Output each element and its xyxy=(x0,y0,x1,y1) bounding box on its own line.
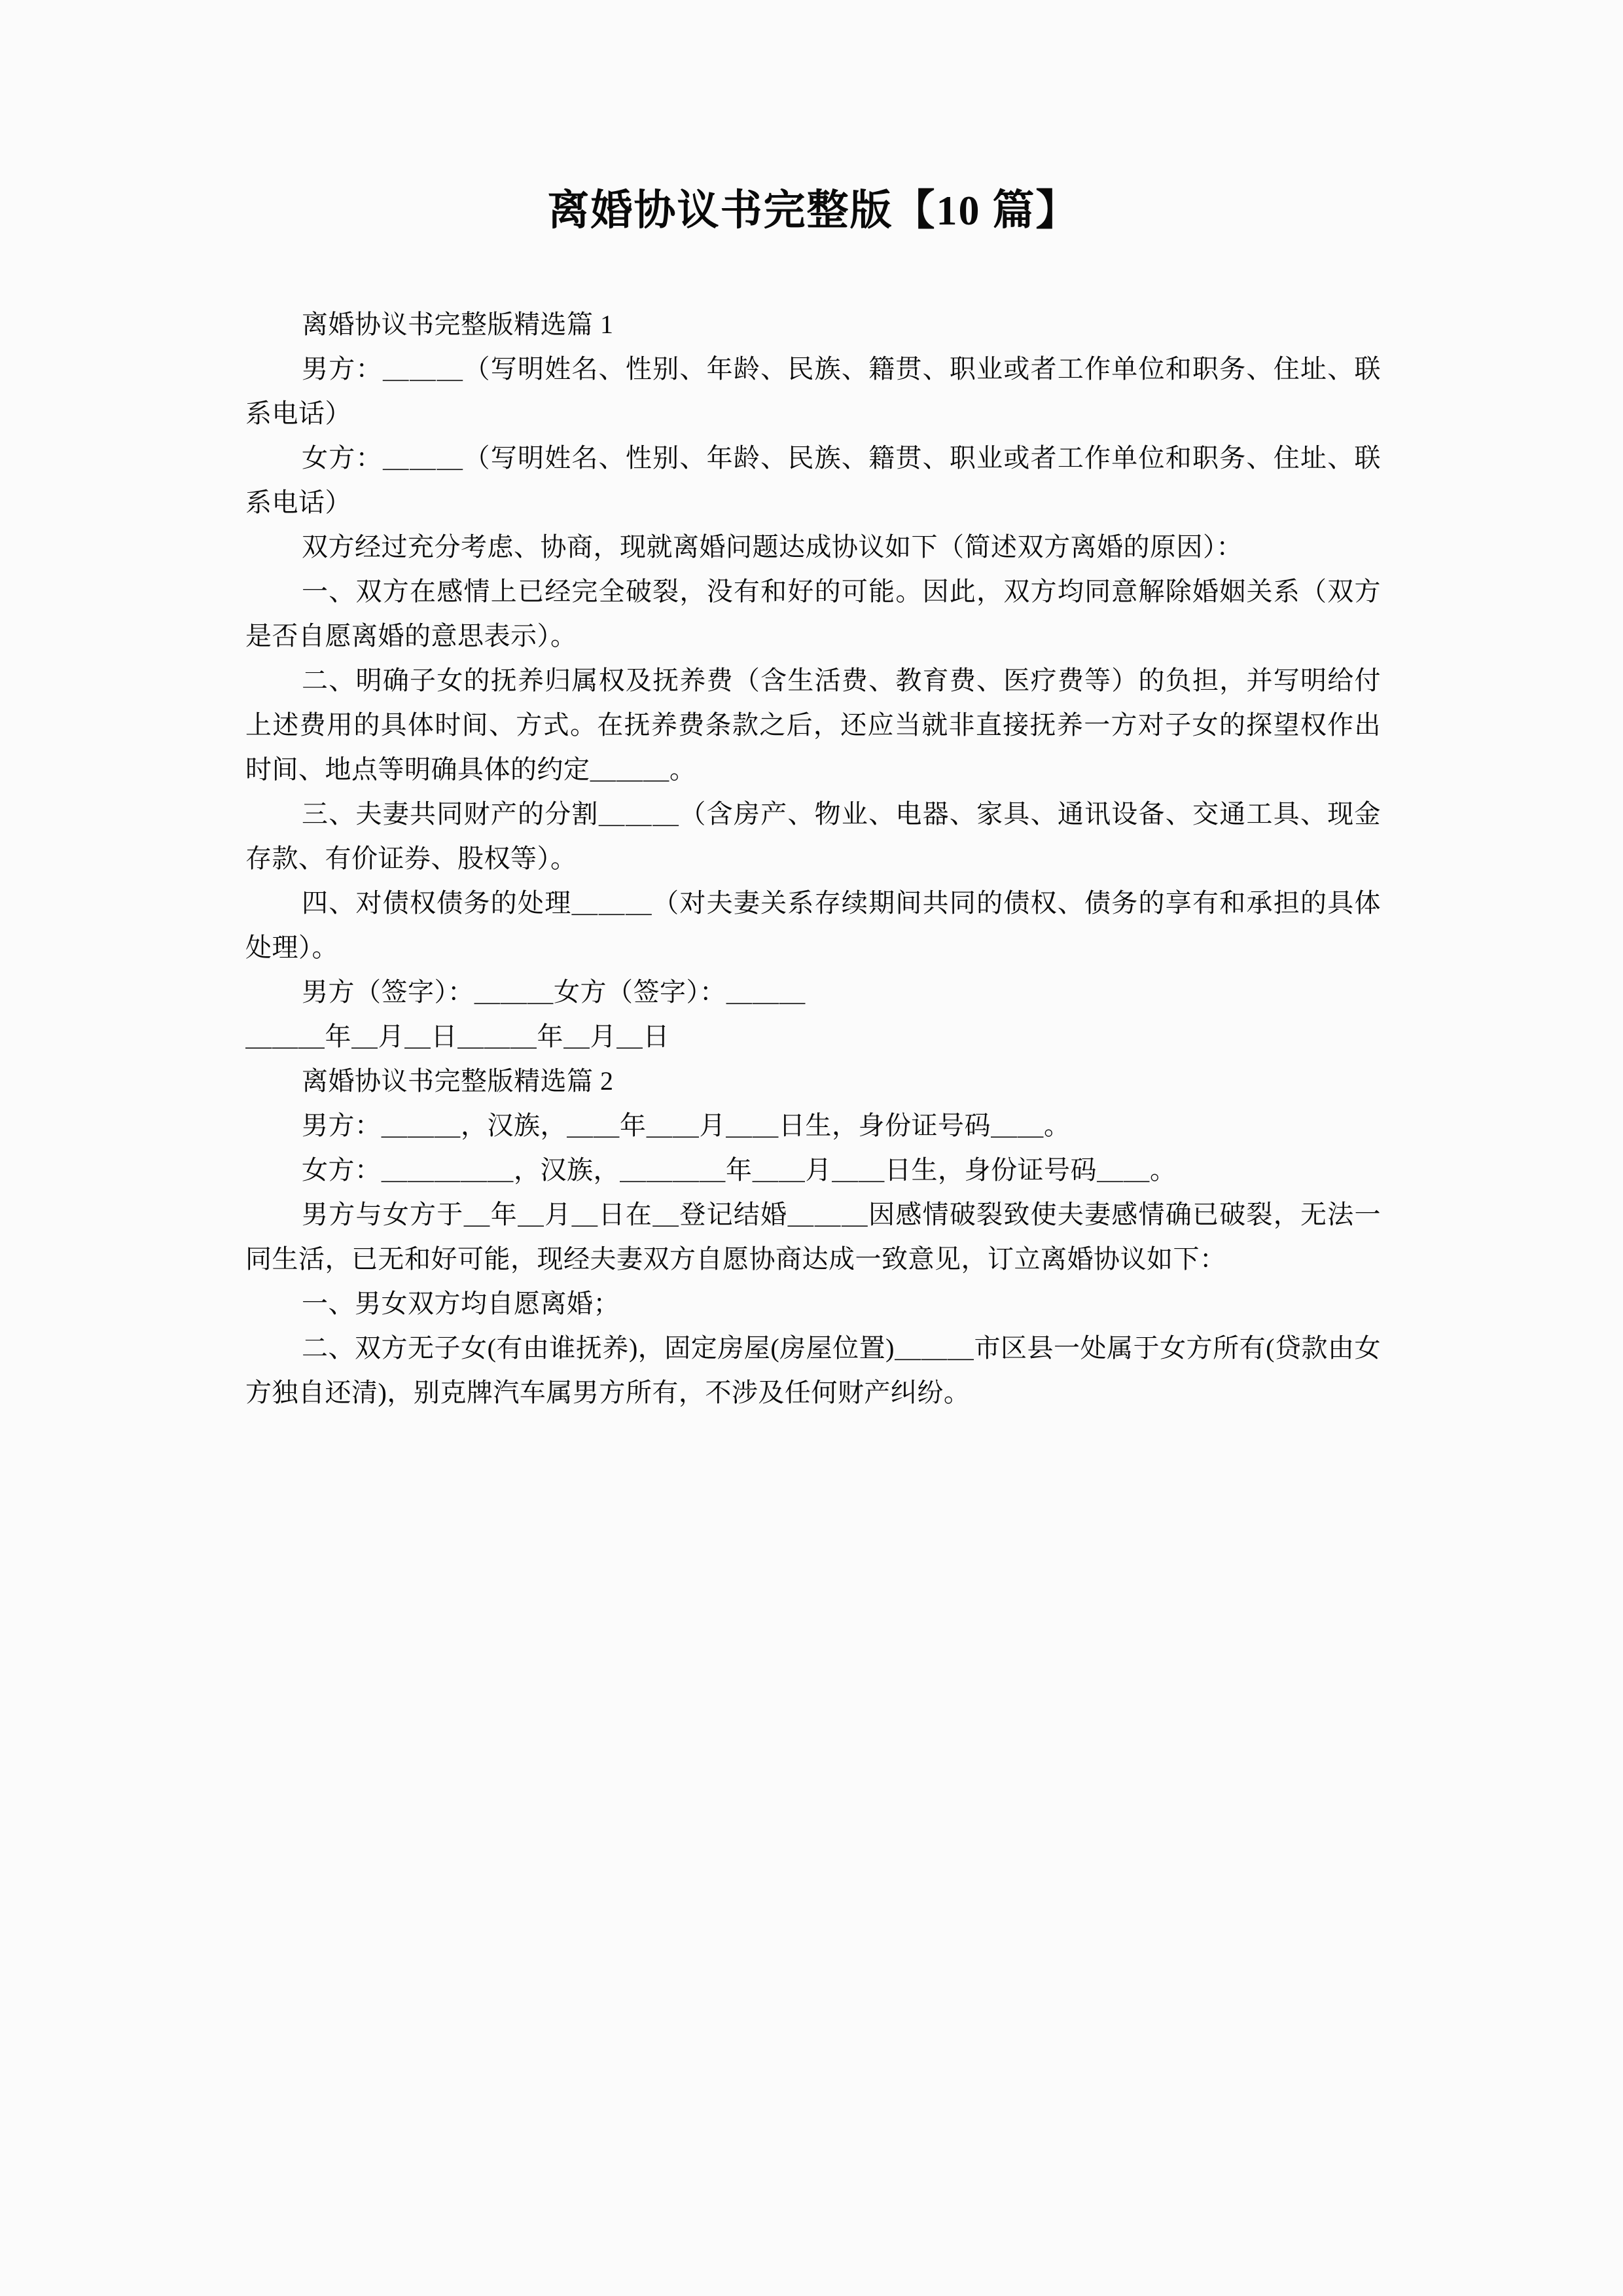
section-2-clause-2: 二、双方无子女(有由谁抚养)，固定房屋(房屋位置)＿＿＿市区县一处属于女方所有(贷款由女方独自还清)，别克牌汽车属男方所有，不涉及任何财产纠纷。 xyxy=(245,1333,1381,1407)
title-spacer xyxy=(245,232,1381,302)
section-1-clause-3: 三、夫妻共同财产的分割＿＿＿（含房产、物业、电器、家具、通讯设备、交通工具、现金存款、有价证券、股权等）。 xyxy=(245,799,1381,873)
section-1-date-line: ＿＿＿年＿月＿日＿＿＿年＿月＿日 xyxy=(245,1022,669,1051)
section-1-paragraph-1: 男方：＿＿＿（写明姓名、性别、年龄、民族、籍贯、职业或者工作单位和职务、住址、联系电话） xyxy=(245,354,1381,428)
section-2-clause-1: 一、男女双方均自愿离婚； xyxy=(302,1289,620,1318)
section-1-clause-1: 一、双方在感情上已经完全破裂，没有和好的可能。因此，双方均同意解除婚姻关系（双方是否自愿离婚的意思表示）。 xyxy=(245,577,1381,651)
section-1-clause-2: 二、明确子女的抚养归属权及抚养费（含生活费、教育费、医疗费等）的负担，并写明给付上述费用的具体时间、方式。在抚养费条款之后，还应当就非直接抚养一方对子女的探望权作出时间、地点等明确具体的约定＿＿＿。 xyxy=(245,666,1381,784)
document-content xyxy=(245,0,1381,1415)
section-heading-1: 离婚协议书完整版精选篇 1 xyxy=(302,310,614,339)
section-1-paragraph-3: 双方经过充分考虑、协商，现就离婚问题达成协议如下（简述双方离婚的原因）： xyxy=(302,532,1243,562)
page-title: 离婚协议书完整版【10 篇】 xyxy=(547,187,1079,234)
section-1-paragraph-2: 女方：＿＿＿（写明姓名、性别、年龄、民族、籍贯、职业或者工作单位和职务、住址、联系电话） xyxy=(245,443,1381,517)
section-1-clause-4: 四、对债权债务的处理＿＿＿（对夫妻关系存续期间共同的债权、债务的享有和承担的具体处理）。 xyxy=(245,888,1381,962)
section-2-paragraph-3: 男方与女方于＿年＿月＿日在＿登记结婚＿＿＿因感情破裂致使夫妻感情确已破裂，无法一同生活，已无和好可能，现经夫妻双方自愿协商达成一致意见，订立离婚协议如下： xyxy=(245,1200,1381,1274)
section-heading-2: 离婚协议书完整版精选篇 2 xyxy=(302,1066,614,1096)
section-2-paragraph-1: 男方：＿＿＿，汉族，＿＿年＿＿月＿＿日生，身份证号码＿＿。 xyxy=(302,1111,1071,1140)
section-2-paragraph-2: 女方：＿＿＿＿＿，汉族，＿＿＿＿年＿＿月＿＿日生，身份证号码＿＿。 xyxy=(302,1155,1177,1185)
section-1-signature-line: 男方（签字）：＿＿＿女方（签字）：＿＿＿ xyxy=(302,977,806,1007)
